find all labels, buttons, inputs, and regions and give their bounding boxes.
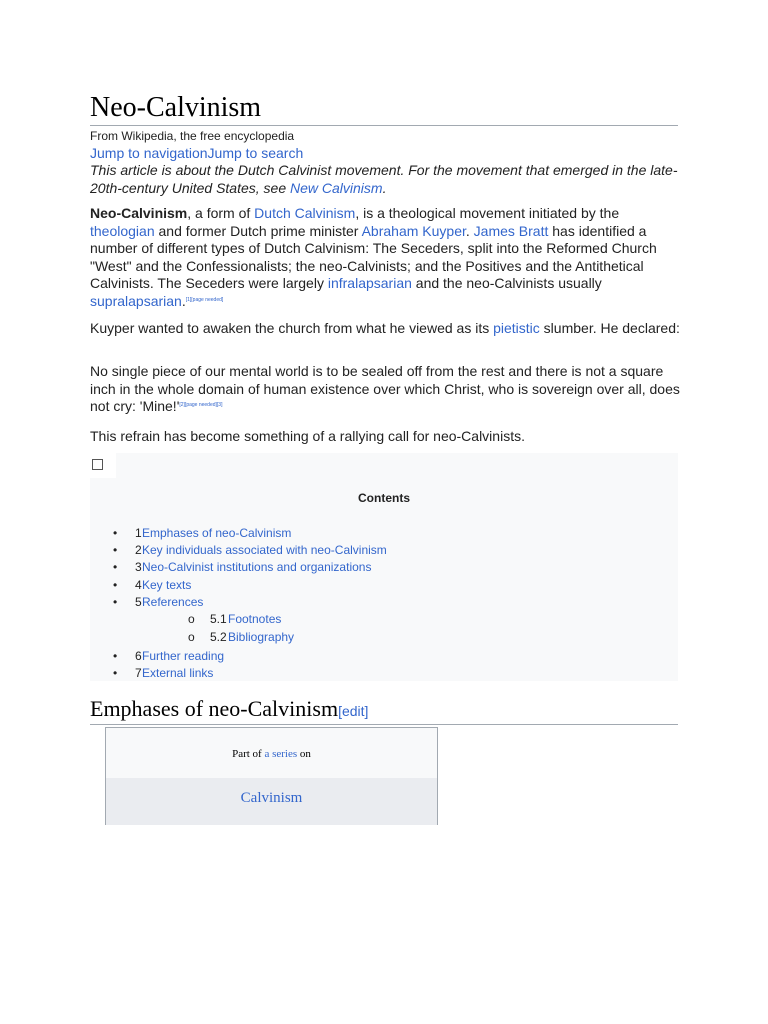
toc-link[interactable]: Bibliography [228,630,295,644]
kuyper-paragraph [90,320,680,338]
site-subtitle: From Wikipedia, the free encyclopedia [90,129,295,143]
kuyper-text: slumber. He declared: [539,320,680,336]
section-heading [90,696,678,725]
table-of-contents [90,453,678,681]
toc-link[interactable]: Key texts [142,578,192,592]
citation-2[interactable]: [2][page needed][3] [179,402,223,408]
refrain-paragraph: This refrain has become something of a rallying call for neo-Calvinists. [90,428,525,444]
bullet-icon: • [113,560,118,574]
toc-link[interactable]: External links [142,666,214,680]
sub-bullet-icon: o [188,612,195,626]
toc-link[interactable]: Footnotes [228,612,282,626]
theologian-link[interactable]: theologian [90,222,155,239]
calvinism-link[interactable]: Calvinism [240,790,303,806]
page-title: Neo-Calvinism [90,92,678,126]
toc-link[interactable]: Neo-Calvinist institutions and organizations [142,560,372,574]
bullet-icon: • [113,526,118,540]
intro-text: . [465,222,474,239]
toc-number: 5.2 [210,630,227,644]
pietistic-link[interactable]: pietistic [493,320,540,336]
new-calvinism-link[interactable]: New Calvinism [290,179,383,196]
toc-number: 1 [135,526,142,540]
citation-1[interactable]: [1][page needed] [185,296,224,303]
bullet-icon: • [113,543,118,557]
toc-number: 5.1 [210,612,227,626]
bullet-icon: • [113,578,118,592]
toc-link[interactable]: Key individuals associated with neo-Calvinism [142,543,387,557]
jump-to-navigation-link[interactable]: Jump to navigation [90,145,208,161]
section-heading-text: Emphases of neo-Calvinism [90,696,339,721]
toc-number: 6 [135,649,142,663]
kuyper-quote [90,363,680,416]
quote-text: No single piece of our mental world is to be sealed off from the rest and there is not a square inch in the whole domain of human existence over which Christ, who is sovereign over all, does not cry: 'Mine!' [90,363,680,414]
hatnote-end: . [382,179,387,196]
intro-text: , a form of [187,205,255,221]
toc-link[interactable]: References [142,595,204,609]
infobox-text: Part of [232,748,265,760]
infobox-subject [106,778,437,825]
infralapsarian-link[interactable]: infralapsarian [327,275,412,291]
jump-links [90,145,303,162]
bullet-icon: • [113,649,118,663]
bullet-icon: • [113,666,118,680]
infobox-sidebar [105,727,438,825]
abraham-kuyper-link[interactable]: Abraham Kuyper [361,222,466,239]
toc-title: Contents [358,491,410,505]
intro-text: and the neo-Calvinists usually [411,275,602,291]
toc-number: 5 [135,595,142,609]
intro-text: . [181,292,186,309]
toc-number: 2 [135,543,142,557]
intro-paragraph [90,205,680,310]
toc-toggle-checkbox[interactable] [92,459,103,470]
sub-bullet-icon: o [188,630,195,644]
edit-section-link[interactable]: [edit] [338,703,369,719]
dutch-calvinism-link[interactable]: Dutch Calvinism [254,205,356,221]
toc-number: 3 [135,560,142,574]
infobox-series-line [106,728,437,778]
jump-to-search-link[interactable]: Jump to search [207,145,304,161]
intro-text: has identified a number of different types of Dutch Calvinism: The Seceders, split into the Reformed Church "West" and the Confessionalists; the neo-Calvinists; and the Positives and the Antithetical Calvinists. The Seceders were largely [90,222,657,291]
toc-number: 7 [135,666,142,680]
toc-link[interactable]: Further reading [142,649,225,663]
supralapsarian-link[interactable]: supralapsarian [90,292,182,309]
infobox-text: on [297,748,311,760]
james-bratt-link[interactable]: James Bratt [473,222,549,239]
series-link[interactable]: a series [264,748,298,760]
hatnote-text: This article is about the Dutch Calvinist movement. For the movement that emerged in the late-20th-century United States, see [90,162,678,196]
toc-number: 4 [135,578,142,592]
intro-text: and former Dutch prime minister [154,222,362,239]
bullet-icon: • [113,595,118,609]
kuyper-text: Kuyper wanted to awaken the church from what he viewed as its [90,320,494,336]
hatnote [90,162,680,197]
intro-bold-term: Neo-Calvinism [90,205,188,221]
intro-text: , is a theological movement initiated by the [355,205,620,221]
toc-link[interactable]: Emphases of neo-Calvinism [142,526,292,540]
